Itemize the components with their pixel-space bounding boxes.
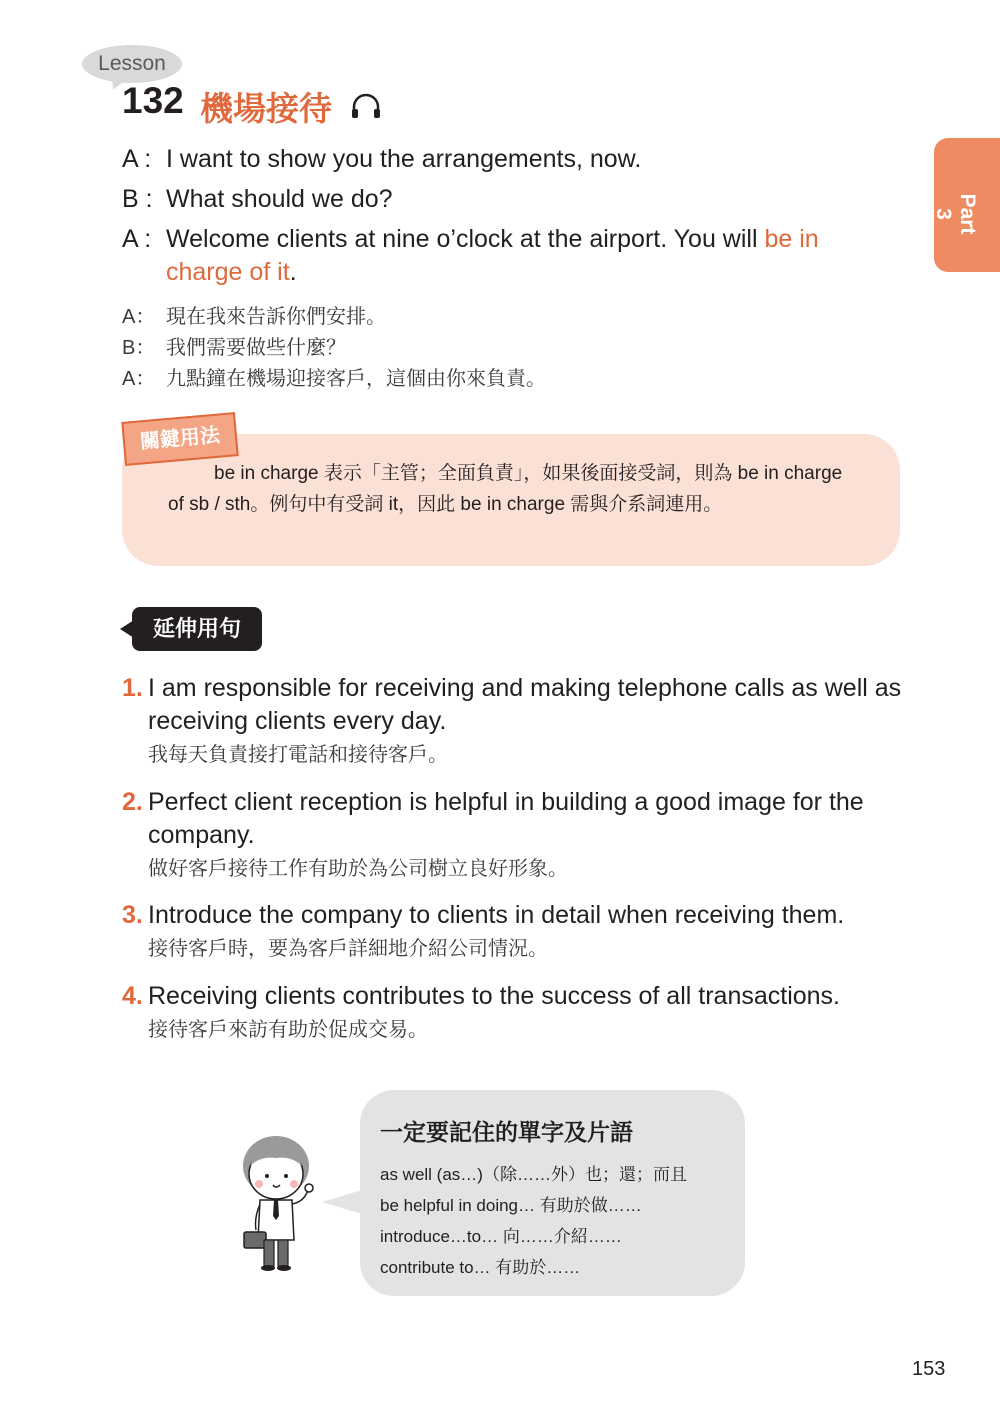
- vocab-line: introduce…to… 向……介紹……: [380, 1227, 622, 1246]
- extension-item: [122, 980, 902, 1046]
- speaker: A：: [122, 368, 156, 390]
- speaker: B :: [122, 185, 153, 213]
- extension-item: [122, 899, 902, 965]
- translation-text: 我們需要做些什麼？: [166, 337, 346, 359]
- lesson-title: 機場接待: [200, 90, 332, 127]
- item-chinese: 接待客戶時，要為客戶詳細地介紹公司情況。: [148, 938, 548, 960]
- dialogue-text: Welcome clients at nine o’clock at the airport. You will be in charge of it.: [166, 225, 819, 286]
- dialogue-text: What should we do?: [166, 185, 393, 213]
- item-english: Perfect client reception is helpful in building a good image for the company.: [148, 788, 864, 849]
- headphone-icon[interactable]: [350, 92, 382, 120]
- speaker: A :: [122, 145, 152, 173]
- item-number: 1.: [122, 674, 143, 702]
- item-chinese: 接待客戶來訪有助於促成交易。: [148, 1019, 428, 1041]
- translation-text: 九點鐘在機場迎接客戶，這個由你來負責。: [166, 368, 546, 390]
- extension-item: [122, 672, 902, 772]
- key-usage-text: be in charge 表示「主管；全面負責」，如果後面接受詞，則為 be in charge of sb / sth。例句中有受詞 it，因此 be in charge 需與介系詞連用。: [168, 463, 843, 515]
- item-number: 2.: [122, 788, 143, 816]
- extension-item: [122, 786, 902, 886]
- translation-text: 現在我來告訴你們安排。: [166, 306, 386, 328]
- dialogue-line-2: [122, 183, 902, 217]
- speaker: A：: [122, 306, 156, 328]
- vocab-title: 一定要記住的單字及片語: [380, 1119, 633, 1145]
- item-english: I am responsible for receiving and making telephone calls as well as receiving clients every day.: [148, 674, 902, 735]
- dialogue-line-1: [122, 143, 902, 177]
- item-chinese: 我每天負責接打電話和接待客戶。: [148, 744, 448, 766]
- key-usage-label: 關鍵用法: [121, 412, 238, 466]
- item-english: Receiving clients contributes to the success of all transactions.: [148, 982, 841, 1010]
- dialogue-line-3: [122, 223, 902, 291]
- vocab-line: contribute to… 有助於……: [380, 1258, 581, 1277]
- translation-line-3: [122, 364, 722, 395]
- lesson-badge: Lesson: [82, 45, 182, 83]
- speaker: A :: [122, 225, 152, 253]
- translation-line-2: [122, 333, 722, 364]
- item-english: Introduce the company to clients in detail when receiving them.: [148, 901, 845, 929]
- page-number: 153: [912, 1358, 946, 1380]
- vocab-line: be helpful in doing… 有助於做……: [380, 1196, 642, 1215]
- dialogue-text: I want to show you the arrangements, now.: [166, 145, 642, 173]
- vocab-line: as well (as…)（除……外）也；還；而且: [380, 1165, 687, 1184]
- speaker: B：: [122, 337, 156, 359]
- highlight-phrase: be in charge of it: [166, 225, 819, 286]
- lesson-number: 132: [122, 80, 184, 121]
- item-number: 4.: [122, 982, 143, 1010]
- part-tab-label: Part 3: [932, 193, 979, 235]
- businessman-illustration: [236, 1132, 326, 1274]
- item-number: 3.: [122, 901, 143, 929]
- extension-label: 延伸用句: [132, 607, 262, 651]
- item-chinese: 做好客戶接待工作有助於為公司樹立良好形象。: [148, 858, 568, 880]
- translation-line-1: [122, 302, 722, 333]
- vocab-bubble-pointer: [322, 1190, 362, 1214]
